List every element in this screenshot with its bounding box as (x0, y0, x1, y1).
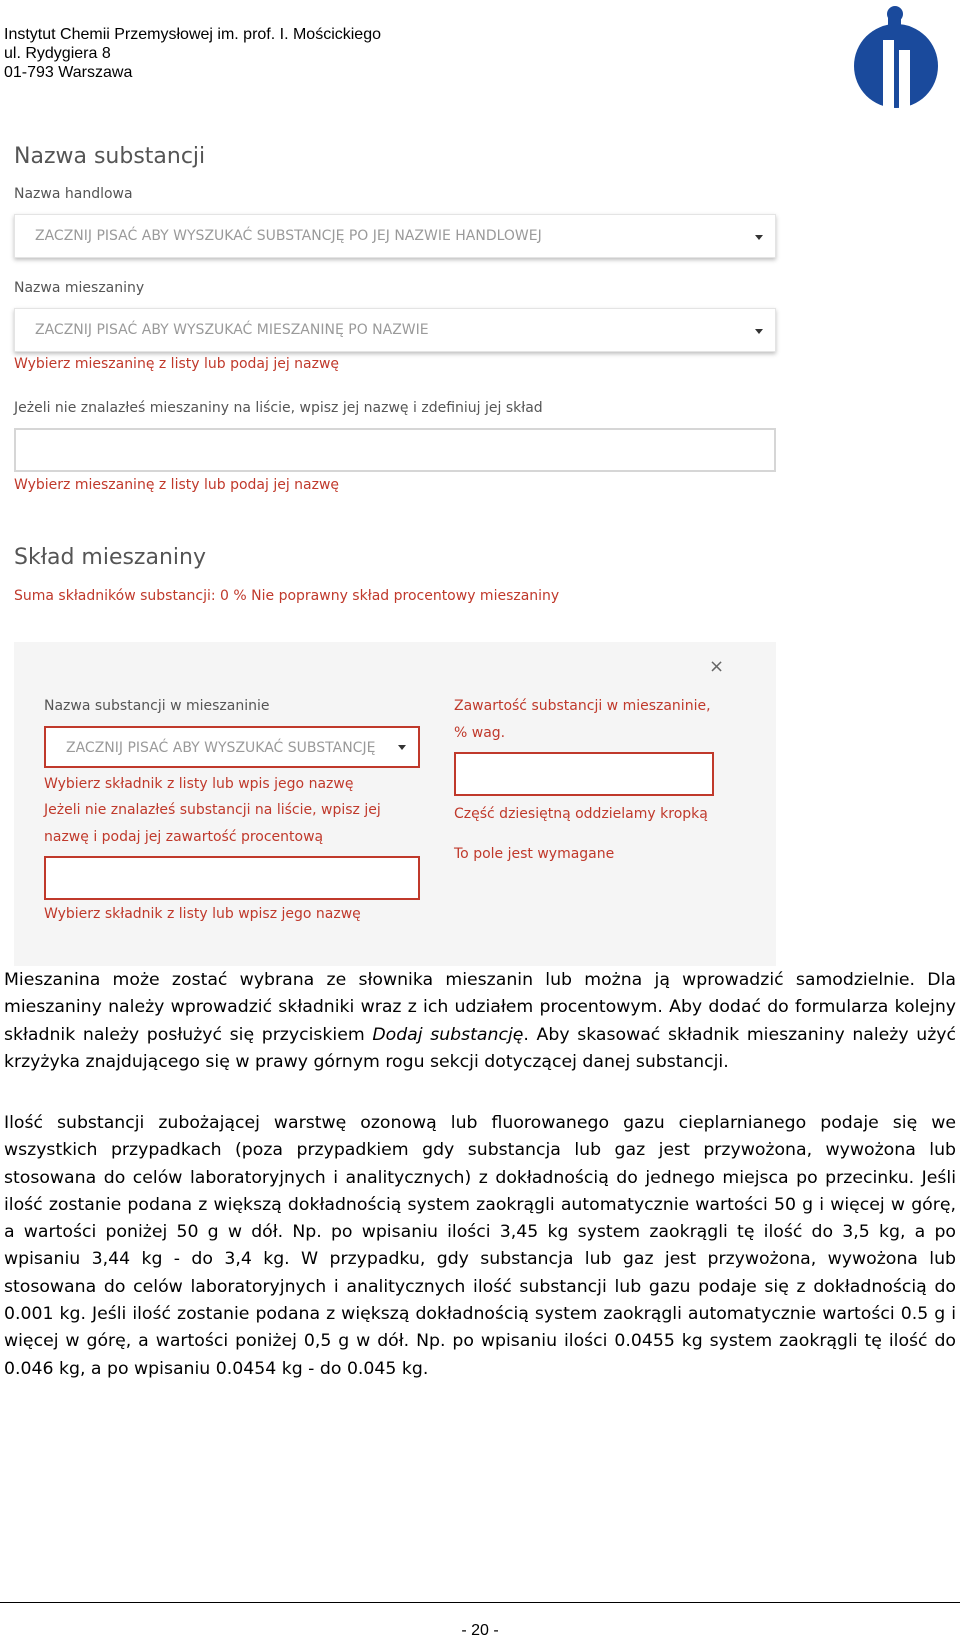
institute-city: 01-793 Warszawa (4, 64, 133, 81)
add-substance-reference: Dodaj substancję (372, 1024, 524, 1045)
component-name-placeholder: ZACZNIJ PISAĆ ABY WYSZUKAĆ SUBSTANCJĘ (66, 740, 376, 756)
institute-street: ul. Rydygiera 8 (4, 45, 111, 62)
component-custom-label-line1: Jeżeli nie znalazłeś substancji na liście, wpisz jej (44, 802, 381, 818)
trade-name-select[interactable] (14, 214, 776, 258)
mixture-name-placeholder: ZACZNIJ PISAĆ ABY WYSZUKAĆ MIESZANINĘ PO NAZWIE (35, 322, 429, 338)
content-label-line1: Zawartość substancji w mieszaninie, (454, 698, 711, 714)
composition-section-title: Skład mieszaniny (14, 545, 206, 570)
mixture-name-label: Nazwa mieszaniny (14, 280, 145, 296)
chevron-down-icon (755, 329, 763, 334)
custom-mixture-label: Jeżeli nie znalazłeś mieszaniny na liście, wpisz jej nazwę i zdefiniuj jej skład (14, 400, 543, 416)
trade-name-placeholder: ZACZNIJ PISAĆ ABY WYSZUKAĆ SUBSTANCJĘ PO JEJ NAZWIE HANDLOWEJ (35, 228, 542, 244)
chevron-down-icon (398, 745, 406, 750)
component-custom-label-line2: nazwę i podaj jej zawartość procentową (44, 829, 324, 845)
component-name-error: Wybierz składnik z listy lub wpis jego nazwę (44, 776, 354, 792)
mixture-error-message: Wybierz mieszaninę z listy lub podaj jej nazwę (14, 356, 340, 372)
content-decimal-hint: Część dziesiętną oddzielamy kropką (454, 806, 708, 822)
component-custom-error: Wybierz składnik z listy lub wpisz jego nazwę (44, 906, 361, 922)
substance-section-title: Nazwa substancji (14, 144, 206, 169)
institute-logo-icon (850, 4, 942, 122)
component-custom-name-input[interactable] (44, 856, 420, 900)
component-name-select[interactable] (44, 726, 420, 768)
institute-header (4, 25, 381, 82)
body-paragraph-2: Ilość substancji zubożającej warstwę ozonową lub fluorowanego gazu cieplarnianego podaje się we wszystkich przypadkach (poza przypadkiem gdy substancja lub gaz jest przywożona, wywożona lub stosowana do celów laboratoryjnych i analitycznych) z dokładnością do jednego miejsca po przecinku. Jeśli ilość zostanie podana z większą dokładnością system zaokrągli automatycznie wartości 50 g i więcej w górę, a wartości poniżej 50 g w dół. Np. po wpisaniu ilości 3,45 kg system zaokrągli tę ilość do 3,5 kg, a po wpisaniu 3,44 kg - do 3,4 kg. W przypadku, gdy substancja lub gaz jest przywożona, wywożona lub stosowana do celów laboratoryjnych i analitycznych ilość substancji lub gazu podaje się z dokładnością do 0.001 kg. Jeśli ilość zostanie podana z większą dokładnością system zaokrągli automatycznie wartości 0.5 g i więcej w górę, a wartości poniżej 0,5 g w dół. Np. po wpisaniu ilości 0.0455 kg system zaokrągli tę ilość do 0.046 kg, a po wpisaniu 0.0454 kg - do 0.045 kg. (4, 1113, 956, 1379)
body-paragraph-1: Mieszanina może zostać wybrana ze słownika mieszanin lub można ją wprowadzić samodzielnie. Dla mieszaniny należy wprowadzić składniki wraz z ich udziałem procentowym. Aby dodać do formularza kolejny składnik należy posłużyć się przyciskiem Dodaj substancję. Aby skasować składnik mieszaniny należy użyć krzyżyka znajdującego się w prawy górnym rogu sekcji dotyczącej danej substancji. (4, 970, 956, 1072)
institute-name: Instytut Chemii Przemysłowej im. prof. I. Mościckiego (4, 26, 381, 43)
trade-name-label: Nazwa handlowa (14, 186, 133, 202)
page-number: - 20 - (461, 1622, 499, 1639)
custom-mixture-error: Wybierz mieszaninę z listy lub podaj jej nazwę (14, 477, 340, 493)
mixture-name-select[interactable] (14, 308, 776, 352)
footer-divider (0, 1602, 960, 1603)
content-percent-input[interactable] (454, 752, 714, 796)
close-icon[interactable]: × (709, 656, 725, 677)
composition-error: Suma składników substancji: 0 % Nie poprawny skład procentowy mieszaniny (14, 588, 560, 604)
content-label-line2: % wag. (454, 725, 506, 741)
component-panel (14, 642, 776, 966)
custom-mixture-input[interactable] (14, 428, 776, 472)
component-name-label: Nazwa substancji w mieszaninie (44, 698, 270, 714)
chevron-down-icon (755, 235, 763, 240)
content-required-error: To pole jest wymagane (454, 846, 615, 862)
